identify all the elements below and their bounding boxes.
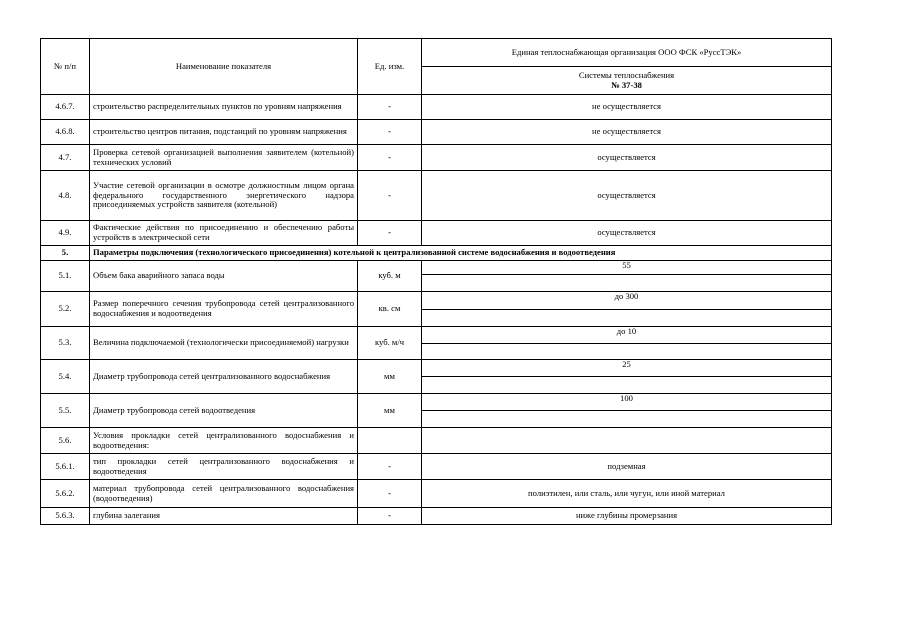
row-name: Проверка сетевой организацией выполнения заявителем (котельной) технических условий xyxy=(90,145,358,171)
row-num: 4.6.7. xyxy=(41,95,90,120)
row-num: 4.8. xyxy=(41,171,90,221)
row-value-cell xyxy=(422,261,832,292)
header-name: Наименование показателя xyxy=(90,39,358,95)
row-value: до 300 xyxy=(614,291,639,301)
parameters-table xyxy=(40,38,832,525)
row-unit: мм xyxy=(358,360,422,394)
row-unit: - xyxy=(358,171,422,221)
row-value-cell xyxy=(422,292,832,327)
row-unit: мм xyxy=(358,394,422,428)
table-row xyxy=(41,360,832,394)
row-name: Фактические действия по присоединению и обеспечению работы устройств в электрической сети xyxy=(90,221,358,246)
row-num: 5.6. xyxy=(41,428,90,454)
row-value xyxy=(422,428,832,454)
row-value: 25 xyxy=(622,359,631,369)
row-name: Диаметр трубопровода сетей централизованного водоснабжения xyxy=(90,360,358,394)
row-unit: - xyxy=(358,221,422,246)
header-unit: Ед. изм. xyxy=(358,39,422,95)
row-value: не осуществляется xyxy=(422,120,832,145)
row-value: 55 xyxy=(622,260,631,270)
row-value: осуществляется xyxy=(422,145,832,171)
row-unit: - xyxy=(358,120,422,145)
row-num: 5.3. xyxy=(41,327,90,360)
row-unit: - xyxy=(358,480,422,508)
row-name: Диаметр трубопровода сетей водоотведения xyxy=(90,394,358,428)
row-unit: - xyxy=(358,95,422,120)
row-unit: - xyxy=(358,508,422,525)
table-row xyxy=(41,145,832,171)
row-value-cell xyxy=(422,327,832,360)
row-name: материал трубопровода сетей централизованного водоснабжения (водоотведения) xyxy=(90,480,358,508)
table-row xyxy=(41,95,832,120)
row-unit: куб. м/ч xyxy=(358,327,422,360)
row-unit: кв. см xyxy=(358,292,422,327)
row-num: 5.1. xyxy=(41,261,90,292)
row-value-cell xyxy=(422,360,832,394)
row-name: строительство центров питания, подстанций по уровням напряжения xyxy=(90,120,358,145)
row-num: 5.6.2. xyxy=(41,480,90,508)
table-row xyxy=(41,327,832,360)
table-row xyxy=(41,394,832,428)
row-unit: куб. м xyxy=(358,261,422,292)
table-row xyxy=(41,480,832,508)
header-num: № п/п xyxy=(41,39,90,95)
row-name: строительство распределительных пунктов по уровням напряжения xyxy=(90,95,358,120)
row-name: Размер поперечного сечения трубопровода сетей централизованного водоснабжения и водоотведения xyxy=(90,292,358,327)
header-row xyxy=(41,39,832,67)
row-value: 100 xyxy=(620,393,633,403)
header-systems-num: № 37-38 xyxy=(611,79,642,90)
row-value: осуществляется xyxy=(422,171,832,221)
row-name: Объем бака аварийного запаса воды xyxy=(90,261,358,292)
row-name: Участие сетевой организации в осмотре должностным лицом органа федерального государственного энергетического надзора присоединяемых устройств заявителя (котельной) xyxy=(90,171,358,221)
header-systems-cell xyxy=(422,67,832,95)
table-row xyxy=(41,292,832,327)
section-num: 5. xyxy=(41,246,90,261)
row-name: Условия прокладки сетей централизованного водоснабжения и водоотведения: xyxy=(90,428,358,454)
table-row xyxy=(41,454,832,480)
row-unit: - xyxy=(358,145,422,171)
table-row xyxy=(41,508,832,525)
section-row xyxy=(41,246,832,261)
row-value: подземная xyxy=(422,454,832,480)
row-value: не осуществляется xyxy=(422,95,832,120)
row-value-blank xyxy=(422,410,831,427)
row-num: 4.7. xyxy=(41,145,90,171)
row-value-blank xyxy=(422,274,831,291)
header-org: Единая теплоснабжающая организация ООО ФСК «РуссТЭК» xyxy=(422,39,832,67)
row-value-blank xyxy=(422,376,831,393)
table-row xyxy=(41,261,832,292)
row-num: 5.6.1. xyxy=(41,454,90,480)
row-name: тип прокладки сетей централизованного водоснабжения и водоотведения xyxy=(90,454,358,480)
row-num: 4.9. xyxy=(41,221,90,246)
row-num: 4.6.8. xyxy=(41,120,90,145)
header-systems: Системы теплоснабжения xyxy=(578,69,675,80)
row-num: 5.4. xyxy=(41,360,90,394)
table-row xyxy=(41,428,832,454)
row-unit: - xyxy=(358,454,422,480)
table-row xyxy=(41,120,832,145)
row-value-cell xyxy=(422,394,832,428)
row-name: глубина залегания xyxy=(90,508,358,525)
row-num: 5.2. xyxy=(41,292,90,327)
row-value-blank xyxy=(422,309,831,326)
row-name: Величина подключаемой (технологически присоединяемой) нагрузки xyxy=(90,327,358,360)
row-value-blank xyxy=(422,343,831,359)
row-value: до 10 xyxy=(616,326,637,336)
table-row xyxy=(41,221,832,246)
row-unit xyxy=(358,428,422,454)
row-num: 5.6.3. xyxy=(41,508,90,525)
row-value: осуществляется xyxy=(422,221,832,246)
row-num: 5.5. xyxy=(41,394,90,428)
row-value: ниже глубины промерзания xyxy=(422,508,832,525)
table-row xyxy=(41,171,832,221)
section-title: Параметры подключения (технологического присоединения) котельной к централизованной системе водоснабжения и водоотведения xyxy=(90,246,832,261)
row-value: полиэтилен, или сталь, или чугун, или иной материал xyxy=(422,480,832,508)
